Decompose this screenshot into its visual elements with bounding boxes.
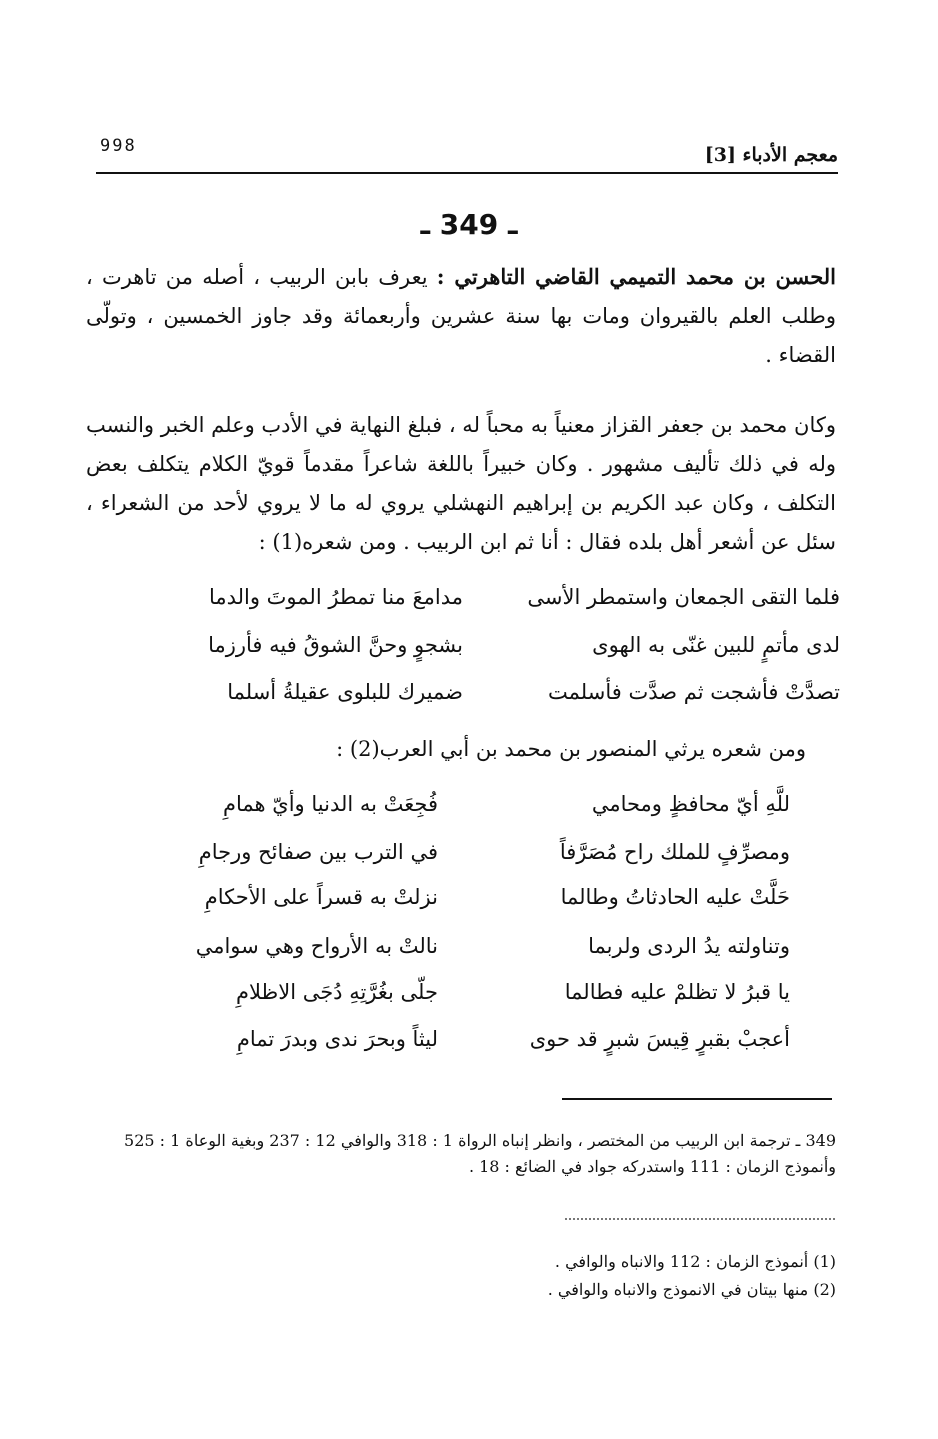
verse-second-hemistich: ليثاً وبحرَ ندى وبدرَ تمامِ: [236, 1027, 438, 1051]
verse-second-hemistich: جلّى بغُرَّتِهِ دُجَى الاظلامِ: [235, 980, 438, 1004]
source-note: 349 ـ ترجمة ابن الربيب من المختصر ، وانظر إنباه الرواة 1 : 318 والوافي 12 : 237 وبغية الوعاة 1 : 525 وأنموذج الزمان : 111 واستدركه جواد في الضائع : 18 .: [124, 1131, 836, 1176]
verse-first-hemistich: أعجبْ بقبرٍ قِيسَ شبرٍ قد حوى: [529, 1027, 790, 1051]
running-title: معجم الأدباء [3]: [704, 144, 838, 166]
verse-second-hemistich: نزلتْ به قسراً على الأحكامِ: [204, 885, 438, 909]
poem-2-intro: ومن شعره يرثي المنصور بن محمد بن أبي العرب(2) :: [336, 737, 806, 761]
dotted-separator: [565, 1218, 835, 1220]
verse-second-hemistich: في الترب بين صفائح ورجامِ: [198, 840, 438, 864]
verse-first-hemistich: لدى مأتمٍ للبين غنّى به الهوى: [592, 633, 840, 657]
verse-second-hemistich: مدامعَ منا تمطرُ الموتَ والدما: [208, 585, 463, 609]
header-rule: [96, 172, 838, 174]
footnote: (2) منها بيتان في الانموذج والانباه والوافي .: [547, 1280, 836, 1299]
verse-second-hemistich: بشجوٍ وحنَّ الشوقُ فيه فأرزما: [208, 633, 463, 657]
verse-first-hemistich: للَّهِ أيّ محافظٍ ومحامي: [591, 792, 790, 816]
verse-second-hemistich: نالتْ به الأرواح وهي سوامي: [195, 934, 438, 958]
page-header: [96, 134, 838, 170]
page-number: 998: [100, 136, 137, 156]
verse-first-hemistich: يا قبرُ لا تظلمْ عليه فطالما: [564, 980, 790, 1004]
biography-text: يعرف بابن الربيب ، أصله من تاهرت ، وطلب العلم بالقيروان ومات بها سنة عشرين وأربعمائة وقد جاوز الخمسين ، وتولّى القضاء .: [86, 265, 836, 367]
footnote-rule: [562, 1098, 832, 1100]
verse-second-hemistich: فُجِعَتْ به الدنيا وأيّ همامِ: [222, 792, 438, 816]
footnote: (1) أنموذج الزمان : 112 والانباه والوافي .: [554, 1252, 836, 1271]
description-paragraph: وكان محمد بن جعفر القزاز معنياً به محباً له ، فبلغ النهاية في الأدب وعلم الخبر والنسب وله في ذلك تأليف مشهور . وكان خبيراً باللغة شاعراً مقدماً قويّ الكلام يتكلف بعض التكلف ، وكان عبد الكريم بن إبراهيم النهشلي يروي له ما لا يروي لأحد من الشعراء ، سئل عن أشعر أهل بلده فقال : أنا ثم ابن الربيب . ومن شعره(1) :: [86, 413, 836, 554]
verse-first-hemistich: ومصرِّفٍ للملك راح مُصَرَّفاً: [559, 840, 790, 864]
verse-first-hemistich: وتناولته يدُ الردى ولربما: [588, 934, 790, 958]
verse-first-hemistich: تصدَّتْ فأشجت ثم صدَّت فأسلمت: [548, 680, 840, 704]
verse-first-hemistich: حَلَّتْ عليه الحادثاتُ وطالما: [560, 885, 790, 909]
biography-paragraph: [86, 257, 836, 375]
verse-first-hemistich: فلما التقى الجمعان واستمطر الأسى: [527, 585, 840, 609]
entry-number: ـ 349 ـ: [420, 208, 518, 241]
entry-name: الحسن بن محمد التميمي القاضي التاهرتي :: [436, 264, 836, 289]
verse-second-hemistich: ضميرك للبلوى عقيلةُ أسلما: [227, 680, 463, 704]
